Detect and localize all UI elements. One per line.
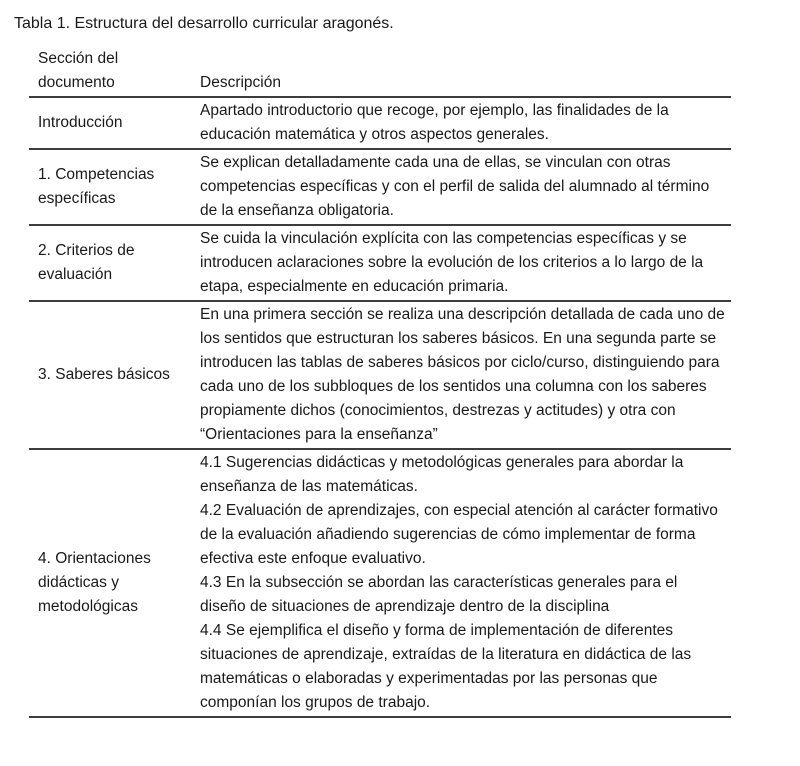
section-cell: 3. Saberes básicos [38,366,170,383]
section-cell: 4. Orientaciones didácticas y metodológicas [38,550,151,615]
description-paragraph: 4.4 Se ejemplifica el diseño y forma de implementación de diferentes situaciones de aprendizaje, extraídas de la literatura en didáctica de las matemáticas o elaboradas y experimentadas por las personas que componían los grupos de trabajo. [200,622,692,711]
description-paragraph: 4.1 Sugerencias didácticas y metodológicas generales para abordar la enseñanza de las matemáticas. [200,454,684,495]
section-cell: 2. Criterios de evaluación [38,242,135,283]
description-paragraph: Se explican detalladamente cada una de ellas, se vinculan con otras competencias específicas y con el perfil de salida del alumnado al término de la enseñanza obligatoria. [200,154,710,219]
description-cell [200,149,731,225]
table-row-introduccion [29,97,731,149]
description-paragraph: En una primera sección se realiza una descripción detallada de cada uno de los sentidos que estructuran los saberes básicos. En una segunda parte se introducen las tablas de saberes básicos por ciclo/curso, distinguiendo para cada uno de los subbloques de los sentidos una columna con los saberes propiamente dichos (conocimientos, destrezas y actitudes) y otra con “Orientaciones para la enseñanza” [200,306,725,443]
description-cell [200,449,731,717]
section-cell: 1. Competencias específicas [38,166,155,207]
description-paragraph: 4.2 Evaluación de aprendizajes, con especial atención al carácter formativo de la evaluación añadiendo sugerencias de cómo implementar de forma efectiva este enfoque evaluativo. [200,502,718,567]
table-row-competencias-especificas [29,149,731,225]
description-cell [200,97,731,149]
curriculum-structure-table [29,47,731,718]
table-row-orientaciones-didacticas [29,449,731,717]
table-row-saberes-basicos [29,301,731,449]
table-header-row [29,47,731,97]
table-caption: Tabla 1. Estructura del desarrollo curricular aragonés. [14,15,394,32]
description-paragraph: 4.3 En la subsección se abordan las características generales para el diseño de situaciones de aprendizaje dentro de la disciplina [200,574,678,615]
section-cell: Introducción [38,114,123,131]
column-header-section: Sección del documento [29,47,200,97]
column-header-description: Descripción [200,47,731,97]
description-cell [200,301,731,449]
table-row-criterios-de-evaluacion [29,225,731,301]
description-cell [200,225,731,301]
description-paragraph: Apartado introductorio que recoge, por ejemplo, las finalidades de la educación matemática y otros aspectos generales. [200,102,669,143]
description-paragraph: Se cuida la vinculación explícita con las competencias específicas y se introducen aclaraciones sobre la evolución de los criterios a lo largo de la etapa, especialmente en educación primaria. [200,230,704,295]
